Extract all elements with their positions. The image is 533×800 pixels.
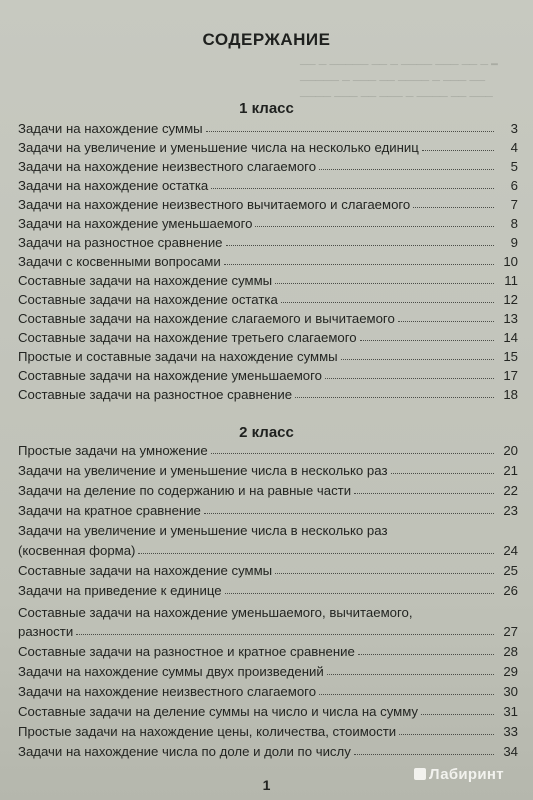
toc-entry-title: Задачи на нахождение неизвестного вычитаемого и слагаемого	[18, 197, 411, 212]
toc-entry[interactable]	[18, 480, 518, 498]
toc-entry[interactable]	[18, 232, 518, 250]
toc-entry-title: Составные задачи на нахождение остатка	[18, 292, 278, 307]
dot-leader	[391, 473, 495, 474]
toc-entry[interactable]	[18, 661, 518, 679]
toc-entry-title: Задачи на нахождение остатка	[18, 178, 209, 193]
toc-entry-title: Задачи на приведение к единице	[18, 583, 222, 598]
toc-entry-title: (косвенная форма)	[18, 543, 136, 558]
dot-leader	[206, 131, 494, 132]
labyrinth-logo-icon	[414, 768, 426, 780]
toc-entry-page: 34	[503, 744, 518, 759]
toc-entry-page: 13	[503, 311, 518, 326]
toc-entry-page: 5	[510, 159, 518, 174]
dot-leader	[295, 397, 494, 398]
toc-entry-title: Задачи на нахождение суммы	[18, 121, 203, 136]
toc-entry-page: 4	[510, 140, 518, 155]
toc-entry-title: Составные задачи на разностное и кратное сравнение	[18, 644, 355, 659]
toc-entry-page: 26	[503, 583, 518, 598]
toc-entry-page: 18	[503, 387, 518, 402]
dot-leader	[211, 188, 494, 189]
dot-leader	[281, 302, 494, 303]
dot-leader	[76, 634, 494, 635]
dot-leader	[413, 207, 494, 208]
toc-entry-title: разности	[18, 624, 74, 639]
dot-leader	[358, 654, 494, 655]
toc-entry-title: Составные задачи на нахождение третьего слагаемого	[18, 330, 357, 345]
dot-leader	[138, 553, 494, 554]
toc-entry-title: Задачи на нахождение уменьшаемого	[18, 216, 253, 231]
toc-entry-title: Простые задачи на нахождение цены, количества, стоимости	[18, 724, 397, 739]
toc-entry-line-1[interactable]	[18, 602, 518, 620]
page-number: 1	[262, 777, 271, 793]
dot-leader	[225, 593, 494, 594]
toc-entry-title: Задачи на увеличение и уменьшение числа на несколько единиц	[18, 140, 419, 155]
show-through-line: ━ ─ ── ─── ──── ─ ── ───── ─ ──	[300, 59, 498, 71]
toc-entry-page: 29	[503, 664, 518, 679]
toc-entry[interactable]	[18, 641, 518, 659]
toc-entry-page: 25	[503, 563, 518, 578]
dot-leader	[204, 513, 494, 514]
watermark-text: Лабиринт	[429, 766, 504, 783]
page-title: СОДЕРЖАНИЕ	[202, 30, 331, 49]
toc-entry-title: Составные задачи на деление суммы на число и числа на сумму	[18, 704, 419, 719]
toc-entry-title: Составные задачи на нахождение уменьшаемого, вычитаемого,	[18, 605, 413, 620]
toc-entry-title: Задачи на нахождение числа по доле и доли по числу	[18, 744, 351, 759]
dot-leader	[398, 321, 494, 322]
toc-entry-page: 33	[503, 724, 518, 739]
toc-entry-page: 7	[510, 197, 518, 212]
toc-entry[interactable]	[18, 175, 518, 193]
toc-entry-title: Составные задачи на нахождение суммы	[18, 273, 273, 288]
toc-entry-page: 11	[504, 273, 518, 288]
dot-leader	[354, 493, 494, 494]
toc-entry[interactable]	[18, 251, 518, 269]
toc-entry[interactable]	[18, 741, 518, 759]
show-through-line: ── ─── ─ ──── ── ─── ─ ─────	[300, 75, 486, 87]
toc-entry[interactable]	[18, 681, 518, 699]
toc-entry-line-2[interactable]	[18, 621, 518, 639]
toc-entry-title: Задачи на нахождение суммы двух произведений	[18, 664, 324, 679]
dot-leader	[275, 573, 494, 574]
toc-entry[interactable]	[18, 327, 518, 345]
toc-entry[interactable]	[18, 721, 518, 739]
toc-entry[interactable]	[18, 460, 518, 478]
toc-entry[interactable]	[18, 560, 518, 578]
toc-entry[interactable]	[18, 500, 518, 518]
toc-entry-page: 9	[510, 235, 518, 250]
dot-leader	[211, 453, 494, 454]
toc-entry-title: Задачи на увеличение и уменьшение числа в несколько раз	[18, 463, 388, 478]
toc-entry-page: 10	[503, 254, 518, 269]
toc-entry-title: Составные задачи на разностное сравнение	[18, 387, 293, 402]
dot-leader	[255, 226, 494, 227]
toc-entry[interactable]	[18, 365, 518, 383]
toc-entry[interactable]	[18, 156, 518, 174]
toc-entry-line-2[interactable]	[18, 540, 518, 558]
dot-leader	[360, 340, 494, 341]
toc-entry-title: Простые и составные задачи на нахождение суммы	[18, 349, 338, 364]
dot-leader	[422, 150, 494, 151]
dot-leader	[341, 359, 494, 360]
toc-entry-page: 12	[503, 292, 518, 307]
show-through-line: ─── ── ──── ─ ─── ── ─── ────	[300, 91, 493, 103]
watermark-logo	[414, 766, 504, 783]
toc-entry[interactable]	[18, 118, 518, 136]
dot-leader	[327, 674, 494, 675]
toc-entry-page: 24	[503, 543, 518, 558]
toc-entry-title: Задачи на нахождение неизвестного слагаемого	[18, 684, 317, 699]
toc-entry[interactable]	[18, 384, 518, 402]
section-heading-1: 1 класс	[239, 100, 294, 117]
toc-entry[interactable]	[18, 701, 518, 719]
toc-entry-page: 30	[503, 684, 518, 699]
toc-entry-page: 17	[503, 368, 518, 383]
dot-leader	[325, 378, 494, 379]
dot-leader	[226, 245, 494, 246]
toc-entry-page: 3	[510, 121, 518, 136]
toc-entry-page: 27	[503, 624, 518, 639]
dot-leader	[399, 734, 494, 735]
toc-entry-page: 31	[503, 704, 518, 719]
toc-entry-page: 22	[503, 483, 518, 498]
toc-entry-title: Задачи на нахождение неизвестного слагаемого	[18, 159, 317, 174]
toc-entry[interactable]	[18, 213, 518, 231]
toc-entry[interactable]	[18, 194, 518, 212]
dot-leader	[354, 754, 494, 755]
toc-entry-page: 21	[503, 463, 518, 478]
toc-entry[interactable]	[18, 137, 518, 155]
toc-entry-line-1[interactable]	[18, 520, 518, 538]
toc-entry-title: Задачи на увеличение и уменьшение числа в несколько раз	[18, 523, 388, 538]
toc-entry-page: 6	[510, 178, 518, 193]
toc-entry-title: Задачи с косвенными вопросами	[18, 254, 221, 269]
section-heading-2: 2 класс	[239, 424, 294, 441]
toc-entry-title: Составные задачи на нахождение уменьшаемого	[18, 368, 322, 383]
toc-entry-title: Составные задачи на нахождение слагаемого и вычитаемого	[18, 311, 395, 326]
dot-leader	[421, 714, 494, 715]
toc-entry[interactable]	[18, 270, 518, 288]
toc-entry-page: 28	[503, 644, 518, 659]
dot-leader	[319, 169, 494, 170]
toc-entry-title: Задачи на кратное сравнение	[18, 503, 201, 518]
toc-entry-title: Составные задачи на нахождение суммы	[18, 563, 273, 578]
dot-leader	[275, 283, 494, 284]
toc-entry-title: Простые задачи на умножение	[18, 443, 208, 458]
dot-leader	[224, 264, 494, 265]
toc-entry[interactable]	[18, 440, 518, 458]
toc-entry[interactable]	[18, 308, 518, 326]
toc-entry-title: Задачи на разностное сравнение	[18, 235, 223, 250]
toc-entry-page: 14	[503, 330, 518, 345]
toc-entry-title: Задачи на деление по содержанию и на равные части	[18, 483, 352, 498]
toc-entry[interactable]	[18, 580, 518, 598]
toc-entry[interactable]	[18, 346, 518, 364]
toc-entry-page: 23	[503, 503, 518, 518]
toc-entry[interactable]	[18, 289, 518, 307]
toc-entry-page: 8	[510, 216, 518, 231]
toc-entry-page: 20	[503, 443, 518, 458]
toc-entry-page: 15	[503, 349, 518, 364]
dot-leader	[319, 694, 494, 695]
